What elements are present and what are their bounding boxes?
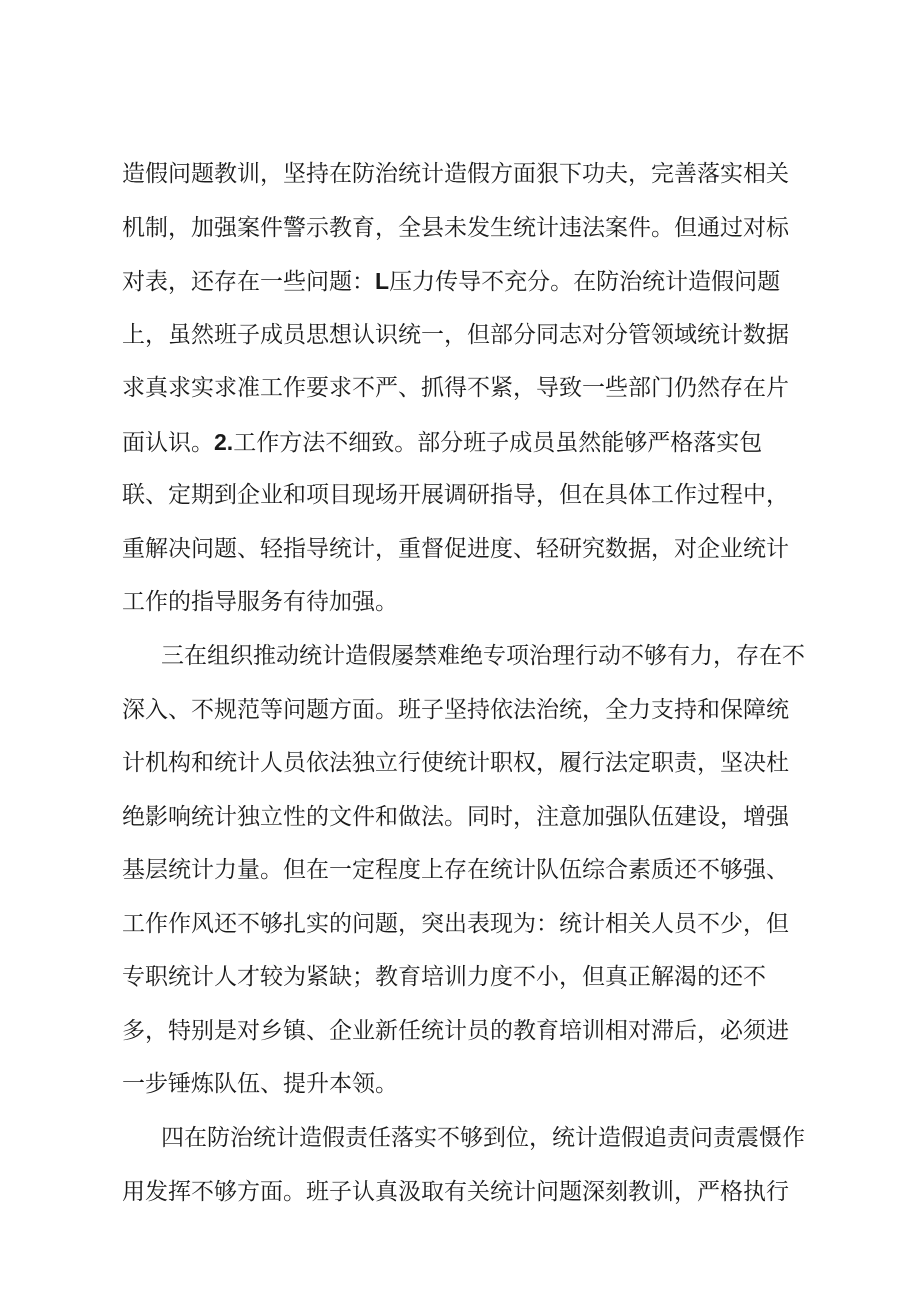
text-line: 绝影响统计独立性的文件和做法。同时，注意加强队伍建设，增强	[122, 804, 789, 830]
text-line: 工作作风还不够扎实的问题，突出表现为：统计相关人员不少，但	[122, 911, 789, 937]
text-line: 工作的指导服务有待加强。	[122, 589, 398, 615]
text-line: 造假问题教训，坚持在防治统计造假方面狠下功夫，完善落实相关	[122, 161, 789, 187]
text-line: 用发挥不够方面。班子认真汲取有关统计问题深刻教训，严格执行	[122, 1179, 789, 1205]
text-line: 多，特别是对乡镇、企业新任统计员的教育培训相对滞后，必须进	[122, 1018, 789, 1044]
text-line: 计机构和统计人员依法独立行使统计职权，履行法定职责，坚决杜	[122, 750, 789, 776]
list-marker: 2.	[214, 429, 234, 455]
text-line: 求真求实求准工作要求不严、抓得不紧，导致一些部门仍然存在片	[122, 375, 789, 401]
text-line	[122, 427, 762, 458]
list-marker: L	[375, 268, 390, 294]
text-line: 一步锤炼队伍、提升本领。	[122, 1071, 398, 1097]
text-line: 联、定期到企业和项目现场开展调研指导，但在具体工作过程中，	[122, 482, 789, 508]
text-segment: 对表，还存在一些问题：	[122, 269, 375, 295]
text-segment: 工作方法不细致。部分班子成员虽然能够严格落实包	[233, 430, 763, 456]
text-line: 基层统计力量。但在一定程度上存在统计队伍综合素质还不够强、	[122, 857, 789, 883]
text-segment: 面认识。	[122, 430, 214, 456]
text-line: 重解决问题、轻指导统计，重督促进度、轻研究数据，对企业统计	[122, 536, 789, 562]
text-line: 机制，加强案件警示教育，全县未发生统计违法案件。但通过对标	[122, 215, 789, 241]
text-line: 深入、不规范等问题方面。班子坚持依法治统，全力支持和保障统	[122, 697, 789, 723]
text-segment: 压力传导不充分。在防治统计造假问题	[389, 269, 781, 295]
text-line: 上，虽然班子成员思想认识统一，但部分同志对分管领域统计数据	[122, 322, 789, 348]
text-line	[122, 266, 780, 297]
paragraph-first-line: 三在组织推动统计造假屡禁难绝专项治理行动不够有力，存在不	[161, 643, 805, 669]
text-line: 专职统计人才较为紧缺；教育培训力度不小，但真正解渴的还不	[122, 964, 766, 990]
paragraph-first-line: 四在防治统计造假责任落实不够到位，统计造假追责问责震慑作	[161, 1125, 805, 1151]
